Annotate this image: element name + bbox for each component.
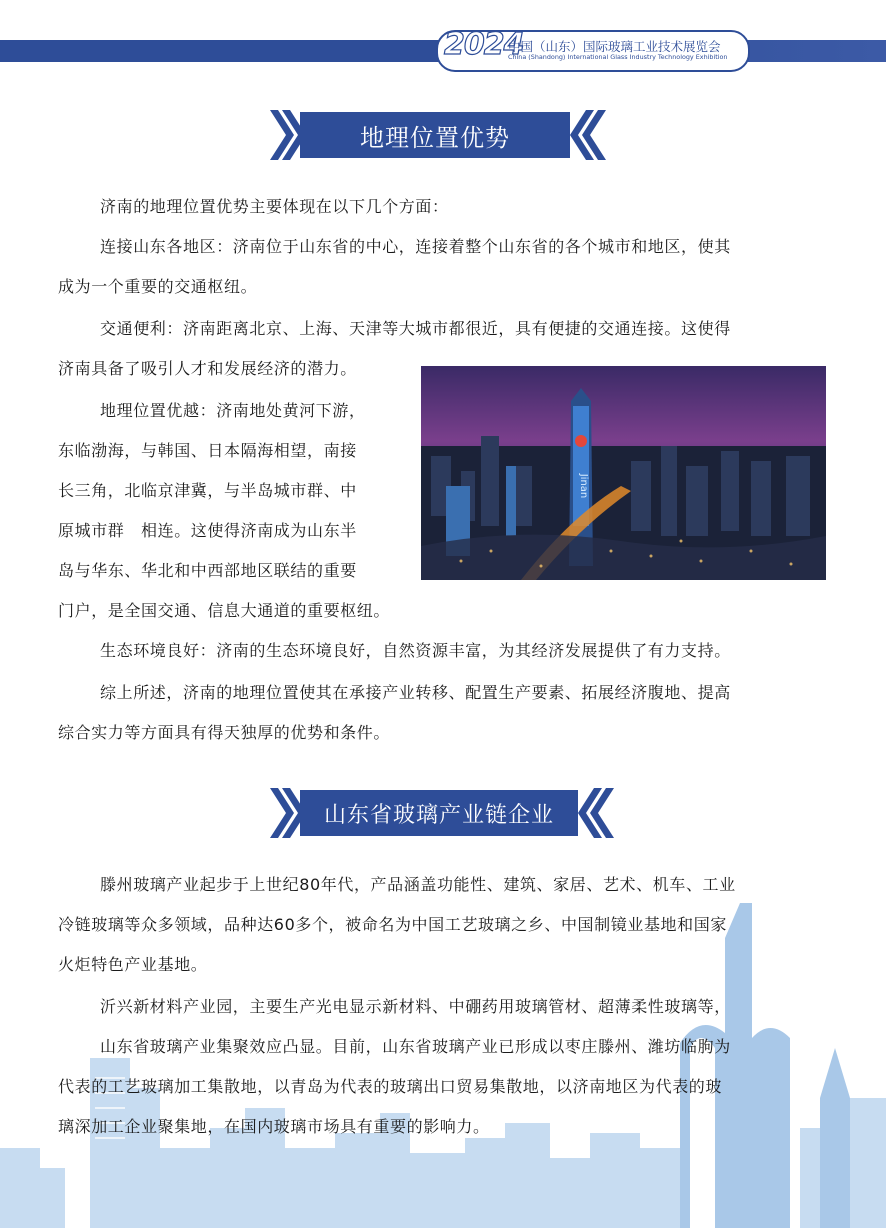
paragraph-line: 岛与华东、华北和中西部地区联结的重要 bbox=[58, 561, 357, 580]
title-right-chevrons-icon bbox=[578, 788, 614, 838]
paragraph-line: 代表的工艺玻璃加工集散地，以青岛为代表的玻璃出口贸易集散地，以济南地区为代表的玻 bbox=[58, 1077, 723, 1096]
exhibition-year: 2024 bbox=[444, 27, 524, 62]
paragraph-line: 成为一个重要的交通枢纽。 bbox=[58, 277, 258, 296]
paragraph-line: 山东省玻璃产业集聚效应凸显。目前，山东省玻璃产业已形成以枣庄滕州、潍坊临朐为 bbox=[100, 1037, 731, 1056]
exhibition-title-cn: 中国（山东）国际玻璃工业技术展览会 bbox=[508, 39, 721, 54]
paragraph-line: 东临渤海，与韩国、日本隔海相望，南接 bbox=[58, 441, 357, 460]
paragraph-line: 地理位置优越：济南地处黄河下游， bbox=[100, 401, 366, 420]
paragraph-line: 连接山东各地区：济南位于山东省的中心，连接着整个山东省的各个城市和地区，使其 bbox=[100, 237, 731, 256]
paragraph-line: 滕州玻璃产业起步于上世纪80年代，产品涵盖功能性、建筑、家居、艺术、机车、工业 bbox=[100, 875, 736, 894]
section-title-glass-industry: 山东省玻璃产业链企业 bbox=[300, 790, 578, 836]
paragraph-line: 交通便利：济南距离北京、上海、天津等大城市都很近，具有便捷的交通连接。这使得 bbox=[100, 319, 731, 338]
paragraph-line: 济南具备了吸引人才和发展经济的潜力。 bbox=[58, 359, 357, 378]
paragraph-line: 原城市群 相连。这使得济南成为山东半 bbox=[58, 521, 357, 540]
paragraph-line: 冷链玻璃等众多领域，品种达60多个，被命名为中国工艺玻璃之乡、中国制镜业基地和国家 bbox=[58, 915, 727, 934]
paragraph-line: 火炬特色产业基地。 bbox=[58, 955, 208, 974]
paragraph-line: 长三角，北临京津冀，与半岛城市群、中 bbox=[58, 481, 357, 500]
paragraph-line: 璃深加工企业聚集地，在国内玻璃市场具有重要的影响力。 bbox=[58, 1117, 490, 1136]
intro-text: 济南的地理位置优势主要体现在以下几个方面： bbox=[100, 197, 449, 216]
title-right-chevrons-icon bbox=[570, 110, 606, 160]
exhibition-title-en: China (Shandong) International Glass Industry Technology Exhibition bbox=[508, 53, 728, 61]
section-title-location: 地理位置优势 bbox=[300, 112, 570, 158]
paragraph-line: 生态环境良好：济南的生态环境良好，自然资源丰富，为其经济发展提供了有力支持。 bbox=[100, 641, 731, 660]
paragraph-line: 综合实力等方面具有得天独厚的优势和条件。 bbox=[58, 723, 391, 742]
paragraph-line: 综上所述，济南的地理位置使其在承接产业转移、配置生产要素、拓展经济腹地、提高 bbox=[100, 683, 731, 702]
paragraph-line: 门户，是全国交通、信息大通道的重要枢纽。 bbox=[58, 601, 391, 620]
photo-sign-text: Jinan bbox=[578, 473, 589, 499]
paragraph-line: 沂兴新材料产业园，主要生产光电显示新材料、中硼药用玻璃管材、超薄柔性玻璃等， bbox=[100, 997, 731, 1016]
jinan-night-photo bbox=[421, 366, 826, 580]
